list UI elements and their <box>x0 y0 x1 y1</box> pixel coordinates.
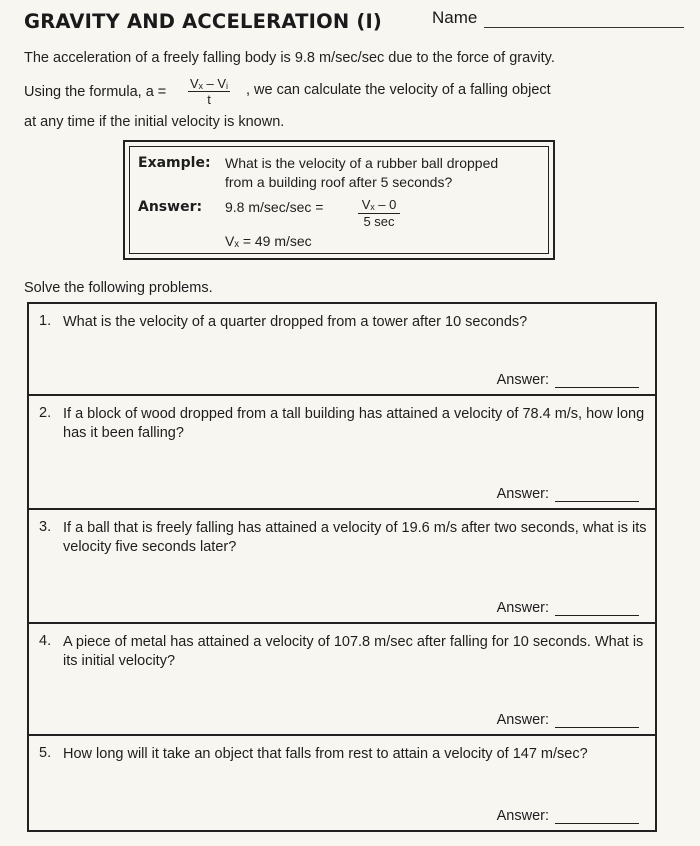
problem-row <box>29 510 655 624</box>
intro-line-1: The acceleration of a freely falling body is 9.8 m/sec/sec due to the force of gravity. <box>24 50 555 66</box>
answer-line[interactable] <box>555 713 639 728</box>
answer-field[interactable] <box>497 808 639 824</box>
formula-prefix: Using the formula, a = <box>24 84 167 100</box>
answer-label-example: Answer: <box>138 199 203 215</box>
formula-denominator: t <box>207 92 211 107</box>
problem-text: A piece of metal has attained a velocity of 107.8 m/sec after falling for 10 seconds. What is its initial velocity? <box>63 634 644 669</box>
problem-text: What is the velocity of a quarter dropped from a tower after 10 seconds? <box>63 314 528 330</box>
example-question-2: from a building roof after 5 seconds? <box>225 174 453 190</box>
problem-text: If a block of wood dropped from a tall building has attained a velocity of 78.4 m/s, how long has it been falling? <box>63 406 645 441</box>
example-question-1: What is the velocity of a rubber ball dropped <box>225 155 499 171</box>
problem-text: How long will it take an object that falls from rest to attain a velocity of 147 m/sec? <box>63 746 588 762</box>
answer-field[interactable] <box>497 600 639 616</box>
problem-number: 2. <box>39 405 52 421</box>
problem-row <box>29 736 655 830</box>
answer-line[interactable] <box>555 601 639 616</box>
example-box <box>123 140 555 260</box>
problem-number: 4. <box>39 633 52 649</box>
intro-line-3: at any time if the initial velocity is known. <box>24 114 285 130</box>
example-fraction <box>358 197 400 230</box>
problem-row <box>29 624 655 736</box>
answer-line[interactable] <box>555 487 639 502</box>
formula-suffix: , we can calculate the velocity of a falling object <box>246 82 551 98</box>
example-box-inner <box>129 146 549 254</box>
problem-number: 5. <box>39 745 52 761</box>
page-title: GRAVITY AND ACCELERATION (I) <box>24 10 383 33</box>
problem-row <box>29 304 655 396</box>
answer-label: Answer: <box>496 372 549 388</box>
problem-text: If a ball that is freely falling has attained a velocity of 19.6 m/s after two seconds, what is its velocity five seconds later? <box>63 520 647 555</box>
formula-fraction <box>188 76 230 107</box>
answer-field[interactable] <box>497 372 639 388</box>
example-answer-lhs: 9.8 m/sec/sec = <box>225 199 324 215</box>
formula-row <box>24 76 664 110</box>
answer-line[interactable] <box>555 373 639 388</box>
answer-label: Answer: <box>496 712 549 728</box>
problem-number: 1. <box>39 313 52 329</box>
instructions: Solve the following problems. <box>24 280 213 296</box>
answer-field[interactable] <box>497 712 639 728</box>
problem-row <box>29 396 655 510</box>
example-result: Vₓ = 49 m/sec <box>225 233 312 249</box>
example-numerator: Vₓ – 0 <box>358 197 400 214</box>
example-denominator: 5 sec <box>363 214 395 229</box>
problem-number: 3. <box>39 519 52 535</box>
answer-label: Answer: <box>496 808 549 824</box>
example-label: Example: <box>138 155 211 171</box>
answer-label: Answer: <box>496 486 549 502</box>
problems-table <box>27 302 657 832</box>
name-field-line[interactable] <box>484 27 684 28</box>
answer-field[interactable] <box>497 486 639 502</box>
answer-label: Answer: <box>496 600 549 616</box>
formula-numerator: Vₓ – Vᵢ <box>190 76 229 91</box>
name-label: Name <box>432 8 478 27</box>
answer-line[interactable] <box>555 809 639 824</box>
